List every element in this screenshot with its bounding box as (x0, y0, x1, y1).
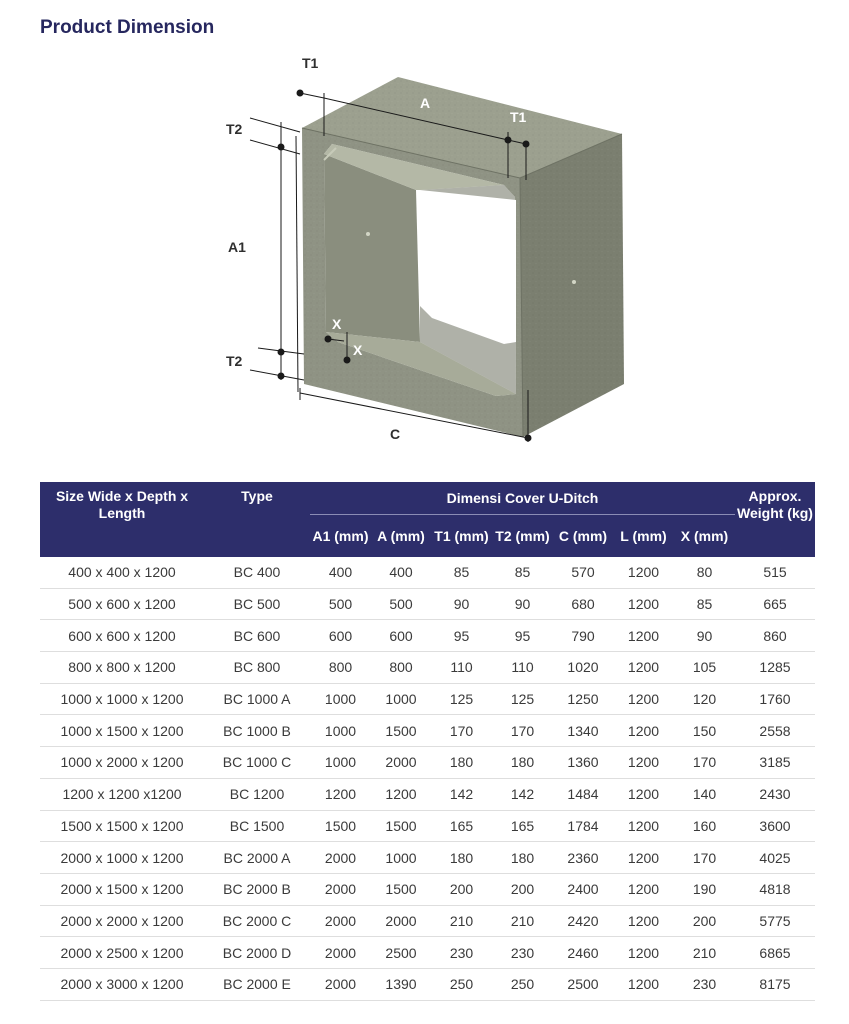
cell-t1: 90 (431, 588, 492, 620)
label-c: C (390, 426, 401, 442)
cell-size: 400 x 400 x 1200 (40, 557, 204, 588)
header-l: L (mm) (613, 515, 674, 558)
cell-l: 1200 (613, 620, 674, 652)
cell-a1: 1000 (310, 715, 371, 747)
cell-size: 2000 x 2000 x 1200 (40, 905, 204, 937)
cell-t2: 200 (492, 873, 553, 905)
cell-size: 2000 x 2500 x 1200 (40, 937, 204, 969)
cell-type: BC 2000 C (204, 905, 310, 937)
cell-size: 1000 x 2000 x 1200 (40, 747, 204, 779)
cell-t1: 250 (431, 968, 492, 1000)
header-t1: T1 (mm) (431, 515, 492, 558)
cell-size: 1000 x 1000 x 1200 (40, 683, 204, 715)
cell-a: 400 (371, 557, 431, 588)
cell-weight: 1285 (735, 652, 815, 684)
box-culvert-diagram (220, 50, 640, 450)
cell-type: BC 800 (204, 652, 310, 684)
cell-type: BC 1000 B (204, 715, 310, 747)
cell-size: 2000 x 1500 x 1200 (40, 873, 204, 905)
cell-weight: 4818 (735, 873, 815, 905)
cell-x: 170 (674, 842, 735, 874)
cell-t2: 95 (492, 620, 553, 652)
cell-c: 2400 (553, 873, 613, 905)
cell-t2: 165 (492, 810, 553, 842)
cell-weight: 3600 (735, 810, 815, 842)
cell-size: 1200 x 1200 x1200 (40, 778, 204, 810)
cell-a1: 600 (310, 620, 371, 652)
cell-type: BC 1500 (204, 810, 310, 842)
table-row (40, 747, 815, 779)
table-body (40, 557, 815, 1000)
cell-x: 170 (674, 747, 735, 779)
cell-t1: 200 (431, 873, 492, 905)
cell-a1: 1200 (310, 778, 371, 810)
header-a1: A1 (mm) (310, 515, 371, 558)
cell-c: 2500 (553, 968, 613, 1000)
cell-a1: 1500 (310, 810, 371, 842)
cell-t2: 250 (492, 968, 553, 1000)
label-t1-right: T1 (510, 109, 527, 125)
cell-a1: 1000 (310, 683, 371, 715)
cell-l: 1200 (613, 557, 674, 588)
cell-l: 1200 (613, 588, 674, 620)
cell-x: 210 (674, 937, 735, 969)
cell-weight: 6865 (735, 937, 815, 969)
table-row (40, 873, 815, 905)
cell-x: 120 (674, 683, 735, 715)
cell-c: 680 (553, 588, 613, 620)
cell-x: 190 (674, 873, 735, 905)
cell-a: 2000 (371, 905, 431, 937)
cell-t1: 125 (431, 683, 492, 715)
cell-a1: 1000 (310, 747, 371, 779)
cell-weight: 2430 (735, 778, 815, 810)
header-a: A (mm) (371, 515, 431, 558)
cell-c: 1360 (553, 747, 613, 779)
cell-a1: 2000 (310, 905, 371, 937)
cell-t2: 180 (492, 842, 553, 874)
cell-weight: 3185 (735, 747, 815, 779)
header-weight: Approx. Weight (kg) (735, 482, 815, 557)
cell-c: 570 (553, 557, 613, 588)
cell-weight: 665 (735, 588, 815, 620)
cell-a: 2000 (371, 747, 431, 779)
cell-c: 2360 (553, 842, 613, 874)
cell-a: 1500 (371, 810, 431, 842)
header-t2: T2 (mm) (492, 515, 553, 558)
cell-x: 200 (674, 905, 735, 937)
cell-x: 150 (674, 715, 735, 747)
cell-a1: 2000 (310, 873, 371, 905)
cell-a: 1000 (371, 842, 431, 874)
cell-a1: 400 (310, 557, 371, 588)
table-row (40, 557, 815, 588)
cell-t1: 85 (431, 557, 492, 588)
cell-t1: 180 (431, 747, 492, 779)
table-row (40, 588, 815, 620)
cell-weight: 4025 (735, 842, 815, 874)
table-row (40, 715, 815, 747)
cell-weight: 8175 (735, 968, 815, 1000)
cell-size: 500 x 600 x 1200 (40, 588, 204, 620)
cell-l: 1200 (613, 747, 674, 779)
cell-weight: 1760 (735, 683, 815, 715)
cell-c: 1340 (553, 715, 613, 747)
cell-a: 1200 (371, 778, 431, 810)
cell-l: 1200 (613, 842, 674, 874)
dimension-table (40, 482, 815, 1001)
table-row (40, 778, 815, 810)
cell-x: 160 (674, 810, 735, 842)
cell-c: 1784 (553, 810, 613, 842)
cell-t1: 110 (431, 652, 492, 684)
cell-size: 2000 x 1000 x 1200 (40, 842, 204, 874)
label-a: A (420, 95, 431, 111)
cell-l: 1200 (613, 968, 674, 1000)
table-row (40, 810, 815, 842)
table-row (40, 905, 815, 937)
cell-type: BC 2000 E (204, 968, 310, 1000)
cell-a1: 2000 (310, 842, 371, 874)
cell-t2: 170 (492, 715, 553, 747)
box-culvert-illustration (220, 50, 640, 450)
cell-size: 1000 x 1500 x 1200 (40, 715, 204, 747)
cell-c: 790 (553, 620, 613, 652)
cell-t1: 142 (431, 778, 492, 810)
cell-a: 1500 (371, 715, 431, 747)
cell-t2: 180 (492, 747, 553, 779)
cell-a: 1390 (371, 968, 431, 1000)
cell-l: 1200 (613, 937, 674, 969)
label-t2-top: T2 (226, 121, 243, 137)
cell-t1: 180 (431, 842, 492, 874)
cell-type: BC 1000 A (204, 683, 310, 715)
header-dimension-group: Dimensi Cover U-Ditch (310, 482, 735, 515)
cell-t2: 125 (492, 683, 553, 715)
cell-a1: 2000 (310, 937, 371, 969)
cell-t2: 90 (492, 588, 553, 620)
cell-l: 1200 (613, 810, 674, 842)
cell-x: 140 (674, 778, 735, 810)
cell-t1: 95 (431, 620, 492, 652)
cell-t1: 210 (431, 905, 492, 937)
cell-type: BC 2000 D (204, 937, 310, 969)
cell-c: 1020 (553, 652, 613, 684)
cell-weight: 860 (735, 620, 815, 652)
cell-t2: 110 (492, 652, 553, 684)
label-x-vertical: X (353, 342, 363, 358)
cell-t2: 142 (492, 778, 553, 810)
cell-t1: 165 (431, 810, 492, 842)
cell-weight: 2558 (735, 715, 815, 747)
cell-x: 85 (674, 588, 735, 620)
cell-a1: 2000 (310, 968, 371, 1000)
header-size: Size Wide x Depth x Length (40, 482, 204, 557)
cell-type: BC 1200 (204, 778, 310, 810)
page-title: Product Dimension (40, 17, 215, 38)
cell-size: 800 x 800 x 1200 (40, 652, 204, 684)
table-row (40, 937, 815, 969)
cell-type: BC 600 (204, 620, 310, 652)
cell-a1: 500 (310, 588, 371, 620)
cell-l: 1200 (613, 778, 674, 810)
cell-x: 80 (674, 557, 735, 588)
cell-l: 1200 (613, 683, 674, 715)
table-row (40, 968, 815, 1000)
cell-type: BC 500 (204, 588, 310, 620)
cell-l: 1200 (613, 715, 674, 747)
header-c: C (mm) (553, 515, 613, 558)
cell-size: 2000 x 3000 x 1200 (40, 968, 204, 1000)
cell-type: BC 2000 A (204, 842, 310, 874)
cell-t2: 230 (492, 937, 553, 969)
cell-weight: 515 (735, 557, 815, 588)
cell-weight: 5775 (735, 905, 815, 937)
cell-a: 500 (371, 588, 431, 620)
label-x-horizontal: X (332, 316, 342, 332)
header-type: Type (204, 482, 310, 557)
cell-size: 600 x 600 x 1200 (40, 620, 204, 652)
cell-t2: 210 (492, 905, 553, 937)
cell-t1: 230 (431, 937, 492, 969)
cell-a: 1500 (371, 873, 431, 905)
cell-c: 2420 (553, 905, 613, 937)
cell-type: BC 1000 C (204, 747, 310, 779)
cell-x: 105 (674, 652, 735, 684)
table-row (40, 842, 815, 874)
cell-t2: 85 (492, 557, 553, 588)
label-t2-bottom: T2 (226, 353, 243, 369)
cell-l: 1200 (613, 652, 674, 684)
cell-a1: 800 (310, 652, 371, 684)
cell-t1: 170 (431, 715, 492, 747)
cell-a: 600 (371, 620, 431, 652)
cell-a: 800 (371, 652, 431, 684)
cell-c: 1250 (553, 683, 613, 715)
cell-type: BC 400 (204, 557, 310, 588)
header-x: X (mm) (674, 515, 735, 558)
label-a1: A1 (228, 239, 246, 255)
cell-l: 1200 (613, 873, 674, 905)
cell-c: 2460 (553, 937, 613, 969)
cell-a: 1000 (371, 683, 431, 715)
cell-a: 2500 (371, 937, 431, 969)
cell-type: BC 2000 B (204, 873, 310, 905)
label-t1-top: T1 (302, 55, 319, 71)
cell-size: 1500 x 1500 x 1200 (40, 810, 204, 842)
table-row (40, 620, 815, 652)
concrete-box (302, 77, 624, 437)
cell-l: 1200 (613, 905, 674, 937)
table-row (40, 683, 815, 715)
cell-c: 1484 (553, 778, 613, 810)
table-row (40, 652, 815, 684)
cell-x: 230 (674, 968, 735, 1000)
cell-x: 90 (674, 620, 735, 652)
